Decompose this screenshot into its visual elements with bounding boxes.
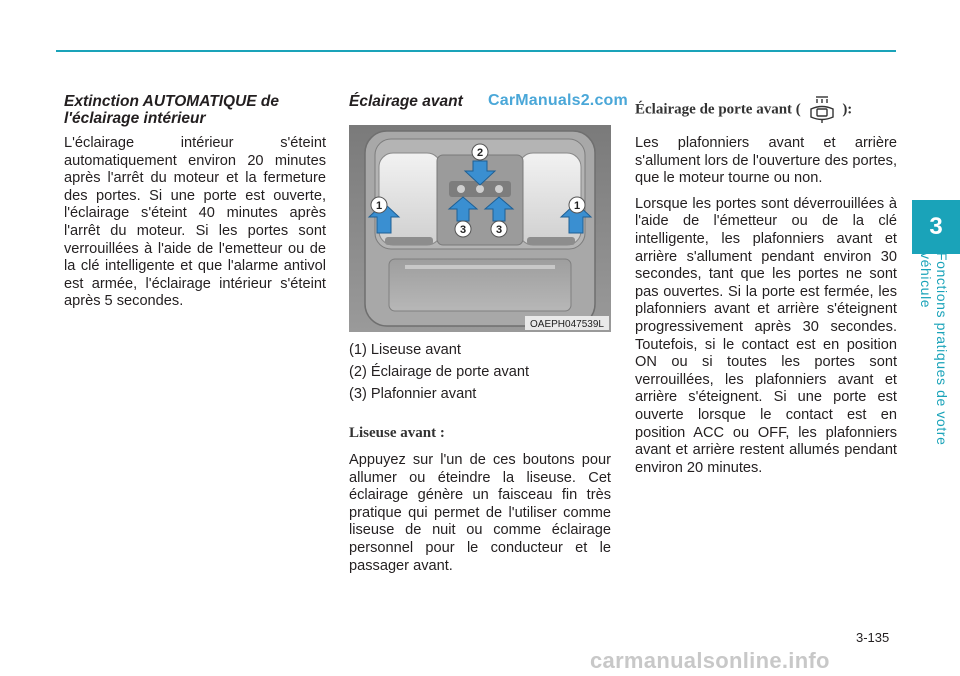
watermark-top: CarManuals2.com xyxy=(488,92,628,109)
overhead-console-figure xyxy=(349,125,611,332)
callout-label-1-left: 1 xyxy=(375,200,383,212)
callout-label-1-right: 1 xyxy=(573,200,581,212)
front-light-heading: Éclairage avant xyxy=(349,93,463,110)
auto-off-paragraph: L'éclairage intérieur s'éteint automatiquement environ 20 minutes après l'arrêt du moteur et la fermeture des portes. Si une porte est ouverte, l'éclairage s'éteint 40 minutes après l'arrêt du moteur. Si les portes sont verrouillées à l'aide de l'emetteur ou de la clé intelligente et que l'alarme antivol est armée, l'éclairage intérieur s'éteint après 5 secondes. xyxy=(64,135,326,310)
legend-item-2: (2) Éclairage de porte avant xyxy=(349,364,530,380)
console-illustration xyxy=(349,125,611,332)
door-light-paragraph-2: Lorsque les portes sont déverrouillées à l'aide de l'émetteur ou de la clé intelligente, les plafonniers avant et arrière s'allument pendant environ 30 secondes, tant que les portes ne sont pas ouvertes. Si la porte est fermée, les plafonniers avant et arrière s'éteignent progressivement après 30 secondes. Toutefois, si le contact est en position ON ou si toutes les portes sont verrouillées, les plafonniers avant et arrière s'éteignent. Si une porte est ouverte lorsque le contact est en position ACC ou OFF, les plafonniers avant et arrière restent allumés pendant environ 20 minutes. xyxy=(635,195,897,476)
door-light-heading-text: Éclairage de porte avant ( xyxy=(635,101,801,118)
chapter-title: Fonctions pratiques de votre véhicule xyxy=(918,252,950,446)
reading-light-paragraph: Appuyez sur l'un de ces boutons pour allumer ou éteindre la liseuse. Cet éclairage génère un faisceau fin très pratique qui permet de l'utiliser comme liseuse de nuit ou comme éclairage personnel pour le conducteur et le passager avant. xyxy=(349,452,611,574)
chapter-tab: 3 xyxy=(912,200,960,254)
legend-list xyxy=(349,342,611,403)
auto-off-heading: Extinction AUTOMATIQUE de l'éclairage intérieur xyxy=(64,93,279,127)
column-2 xyxy=(349,93,611,583)
legend-item-3: (3) Plafonnier avant xyxy=(349,386,477,402)
door-light-icon xyxy=(805,95,839,125)
door-light-heading-end: ): xyxy=(842,101,853,118)
callout-label-3-left: 3 xyxy=(459,224,467,236)
door-light-heading xyxy=(635,95,897,125)
legend-item-1: (1) Liseuse avant xyxy=(349,342,461,358)
callout-label-2: 2 xyxy=(476,147,484,159)
figure-code: OAEPH047539L xyxy=(530,319,604,330)
callout-label-3-right: 3 xyxy=(495,224,503,236)
column-1 xyxy=(64,93,326,319)
column-3 xyxy=(635,93,897,485)
top-rule xyxy=(56,50,896,52)
door-light-paragraph-1: Les plafonniers avant et arrière s'allument lors de l'ouverture des portes, que le moteur tourne ou non. xyxy=(635,135,897,187)
page-number: 3-135 xyxy=(856,630,890,645)
watermark-footer: carmanualsonline.info xyxy=(590,648,830,673)
reading-light-heading: Liseuse avant : xyxy=(349,425,445,441)
